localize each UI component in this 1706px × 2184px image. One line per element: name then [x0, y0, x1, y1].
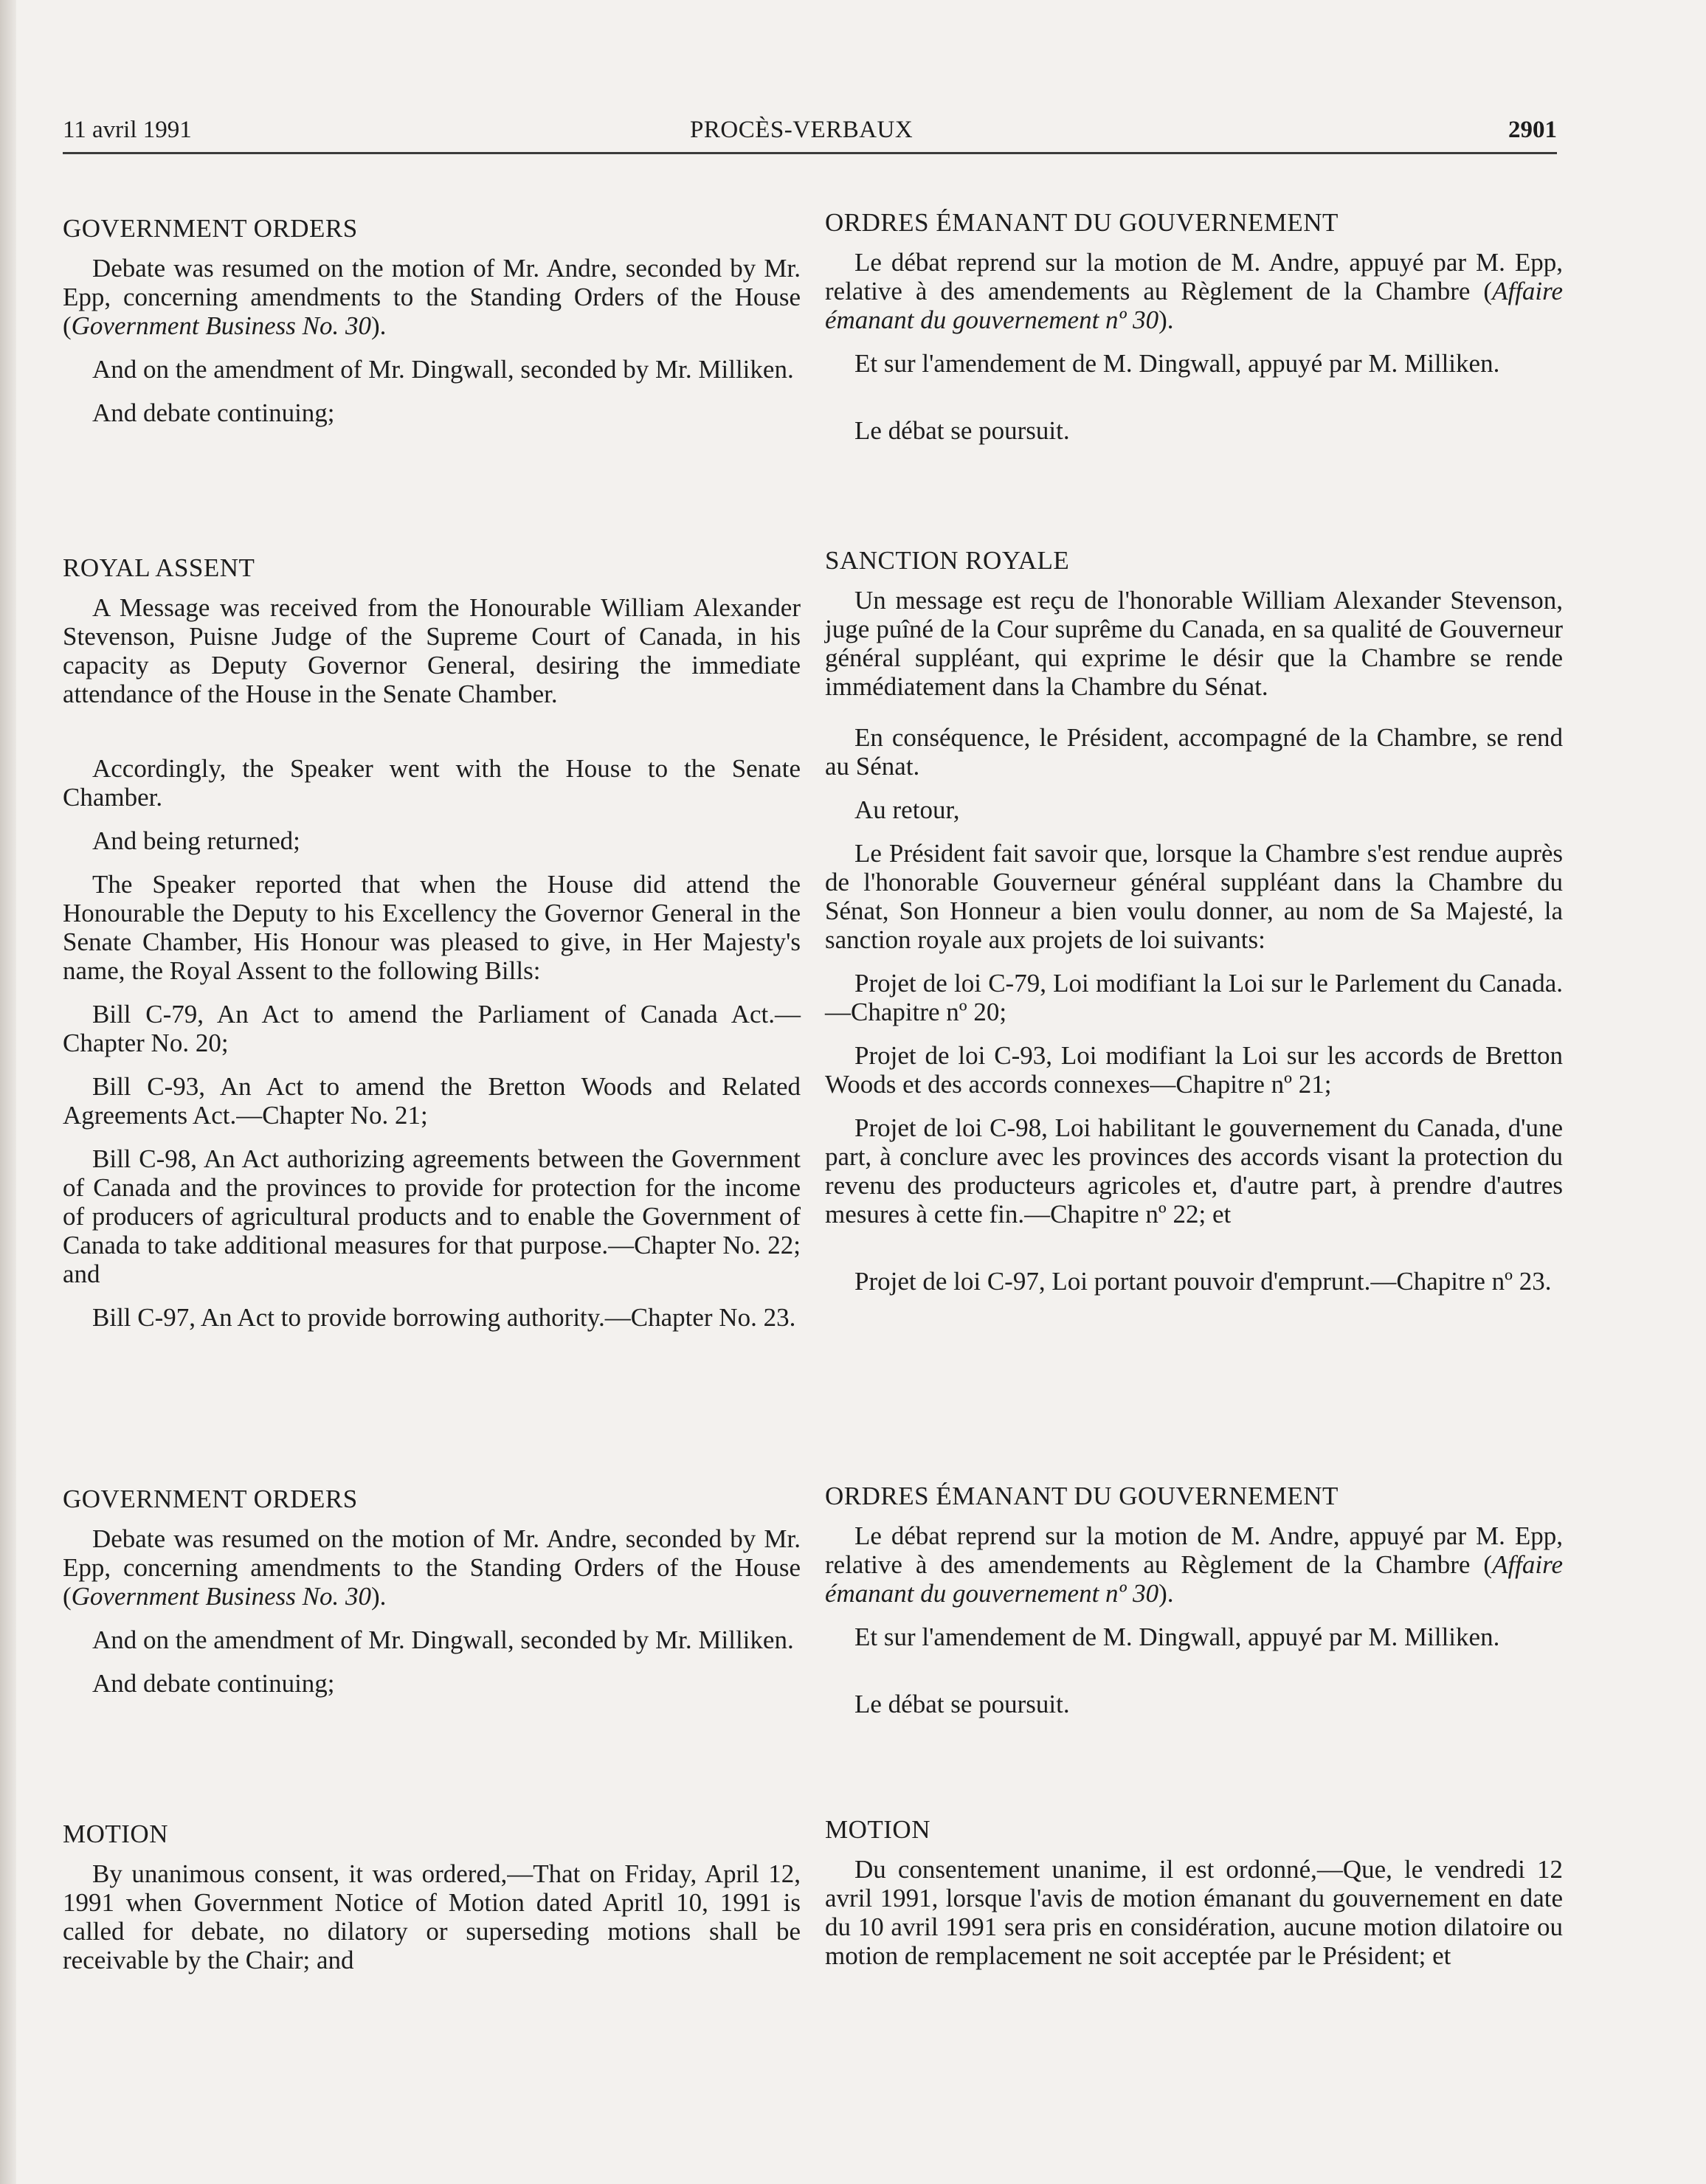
bill-item: Projet de loi C-98, Loi habilitant le gouvernement du Canada, d'une part, à conclure avec les provinces des accords visant la protection du revenu des producteurs agricoles et, d'autre part, à prendre d'autres mesures à cette fin.—Chapitre nº 22; et: [825, 1113, 1563, 1228]
section-ordres-gouvernement-2: [825, 1482, 1563, 1733]
page-number: 2901: [1508, 117, 1557, 143]
section-government-orders-1: [63, 214, 801, 442]
section-sanction-royale: [825, 546, 1563, 1310]
page-edge-shadow: [0, 0, 16, 2184]
section-heading: SANCTION ROYALE: [825, 546, 1070, 575]
paragraph: And on the amendment of Mr. Dingwall, seconded by Mr. Milliken.: [92, 1625, 794, 1654]
paragraph: A Message was received from the Honourable William Alexander Stevenson, Puisne Judge of the Supreme Court of Canada, in his capacity as Deputy Governor General, desiring the immediate attendance of the House in the Senate Chamber.: [63, 593, 801, 708]
section-government-orders-2: [63, 1485, 801, 1713]
section-heading: ORDRES ÉMANANT DU GOUVERNEMENT: [825, 208, 1339, 237]
paragraph: Le débat reprend sur la motion de M. Andre, appuyé par M. Epp, relative à des amendements au Règlement de la Chambre (Affaire émanant du gouvernement nº 30).: [825, 1521, 1563, 1608]
header-date: 11 avril 1991: [63, 117, 192, 143]
paragraph: Accordingly, the Speaker went with the House to the Senate Chamber.: [63, 754, 801, 812]
paragraph: The Speaker reported that when the House did attend the Honourable the Deputy to his Excellency the Governor General in the Senate Chamber, His Honour was pleased to give, in Her Majesty's name, the Royal Assent to the following Bills:: [63, 870, 801, 985]
section-heading: ROYAL ASSENT: [63, 553, 255, 582]
section-motion: [63, 1820, 801, 1989]
bill-item: Projet de loi C-93, Loi modifiant la Loi sur les accords de Bretton Woods et des accords connexes—Chapitre nº 21;: [825, 1041, 1563, 1099]
bill-item: Bill C-97, An Act to provide borrowing authority.—Chapter No. 23.: [92, 1303, 796, 1332]
page-header: [63, 111, 1557, 154]
paragraph: Le débat se poursuit.: [854, 416, 1070, 445]
section-heading: MOTION: [63, 1820, 168, 1848]
paragraph: Debate was resumed on the motion of Mr. Andre, seconded by Mr. Epp, concerning amendments to the Standing Orders of the House (Government Business No. 30).: [63, 254, 801, 340]
paragraph: En conséquence, le Président, accompagné de la Chambre, se rend au Sénat.: [825, 723, 1563, 781]
header-title: PROCÈS-VERBAUX: [690, 117, 914, 143]
paragraph: And being returned;: [92, 826, 300, 855]
bill-item: Bill C-93, An Act to amend the Bretton Woods and Related Agreements Act.—Chapter No. 21;: [63, 1072, 801, 1130]
paragraph: Le débat reprend sur la motion de M. Andre, appuyé par M. Epp, relative à des amendements au Règlement de la Chambre (Affaire émanant du gouvernement nº 30).: [825, 248, 1563, 334]
paragraph: Au retour,: [854, 795, 960, 824]
section-heading: ORDRES ÉMANANT DU GOUVERNEMENT: [825, 1482, 1339, 1510]
paragraph: And on the amendment of Mr. Dingwall, seconded by Mr. Milliken.: [92, 355, 794, 384]
section-royal-assent: [63, 553, 801, 1347]
paragraph: Et sur l'amendement de M. Dingwall, appuyé par M. Milliken.: [854, 1623, 1500, 1651]
section-ordres-gouvernement-1: [825, 208, 1563, 460]
paragraph: And debate continuing;: [92, 1669, 335, 1698]
bill-item: Projet de loi C-97, Loi portant pouvoir d'emprunt.—Chapitre nº 23.: [854, 1267, 1552, 1296]
paragraph: Le Président fait savoir que, lorsque la Chambre s'est rendue auprès de l'honorable Gouverneur général suppléant dans la Chambre du Sénat, Son Honneur a bien voulu donner, au nom de Sa Majesté, la sanction royale aux projets de loi suivants:: [825, 839, 1563, 954]
paragraph: Le débat se poursuit.: [854, 1690, 1070, 1718]
paragraph: And debate continuing;: [92, 398, 335, 427]
bill-item: Projet de loi C-79, Loi modifiant la Loi sur le Parlement du Canada.—Chapitre nº 20;: [825, 969, 1563, 1026]
section-heading: GOVERNMENT ORDERS: [63, 214, 358, 243]
section-heading: GOVERNMENT ORDERS: [63, 1485, 358, 1513]
bill-item: Bill C-98, An Act authorizing agreements between the Government of Canada and the provinces to provide for protection for the income of producers of agricultural products and to enable the Government of Canada to take additional measures for that purpose.—Chapter No. 22; and: [63, 1144, 801, 1288]
paragraph: Et sur l'amendement de M. Dingwall, appuyé par M. Milliken.: [854, 349, 1500, 378]
paragraph: By unanimous consent, it was ordered,—That on Friday, April 12, 1991 when Government Notice of Motion dated Apritl 10, 1991 is called for debate, no dilatory or superseding motions shall be receivable by the Chair; and: [63, 1859, 801, 1974]
paragraph: Un message est reçu de l'honorable William Alexander Stevenson, juge puîné de la Cour suprême du Canada, en sa qualité de Gouverneur général suppléant, qui exprime le désir que la Chambre se rende immédiatement dans la Chambre du Sénat.: [825, 586, 1563, 701]
paragraph: Debate was resumed on the motion of Mr. Andre, seconded by Mr. Epp, concerning amendments to the Standing Orders of the House (Government Business No. 30).: [63, 1524, 801, 1611]
section-motion: [825, 1815, 1563, 1985]
bill-item: Bill C-79, An Act to amend the Parliament of Canada Act.—Chapter No. 20;: [63, 1000, 801, 1057]
paragraph: Du consentement unanime, il est ordonné,—Que, le vendredi 12 avril 1991, lorsque l'avis de motion émanant du gouvernement en date du 10 avril 1991 sera pris en considération, aucune motion dilatoire ou motion de remplacement ne soit acceptée par le Président; et: [825, 1855, 1563, 1970]
section-heading: MOTION: [825, 1815, 930, 1844]
